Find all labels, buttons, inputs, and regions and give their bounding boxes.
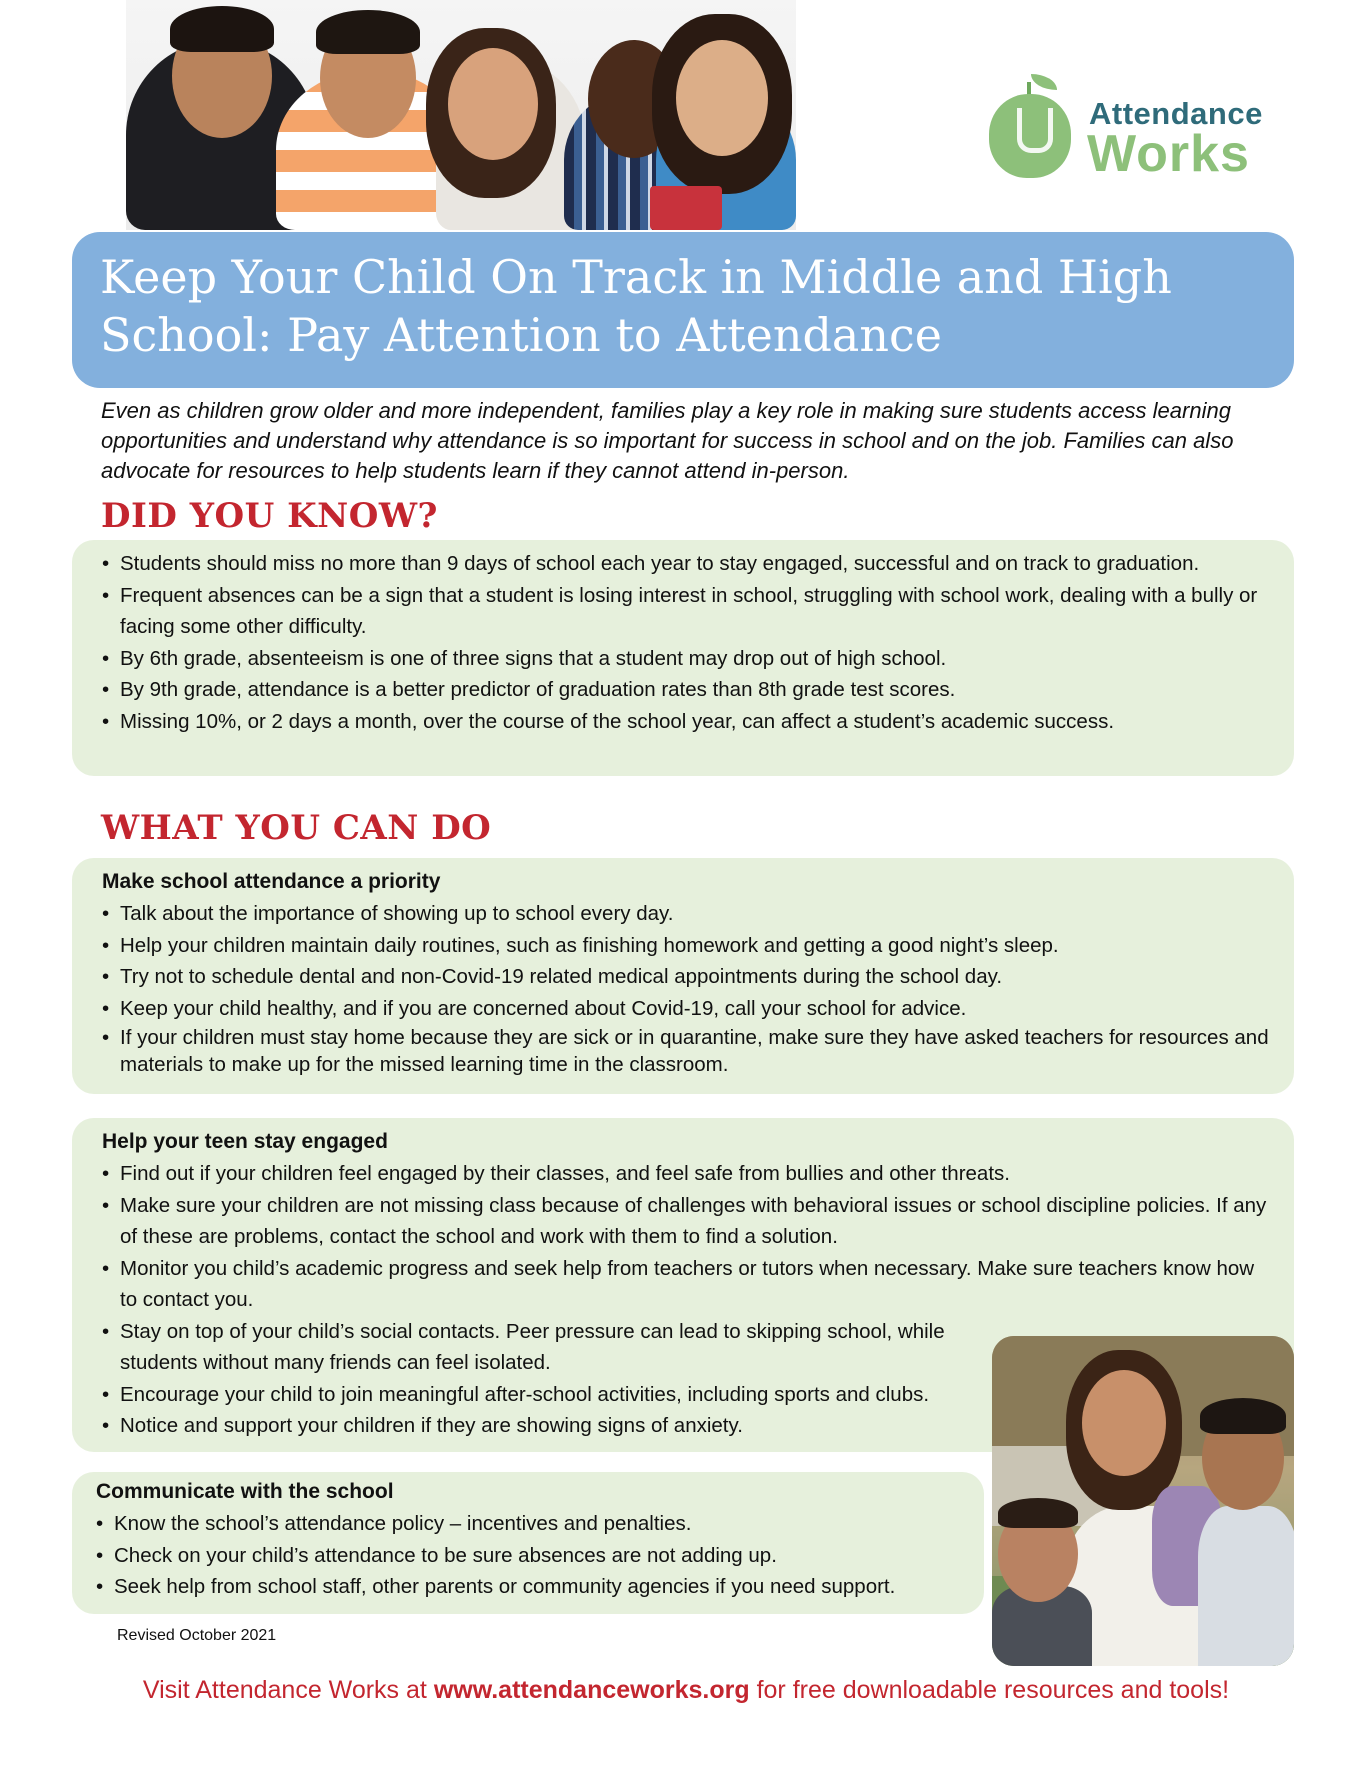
page-title: Keep Your Child On Track in Middle and High School: Pay Attention to Attendance [100, 250, 1172, 362]
attendance-works-logo [985, 70, 1285, 190]
priority-list [100, 898, 1290, 1078]
revised-date: Revised October 2021 [117, 1627, 277, 1644]
list-item: • Talk about the importance of showing up to school every day. [100, 898, 1290, 930]
list-item: • Seek help from school staff, other parents or community agencies if you need support. [94, 1571, 974, 1603]
list-item: • By 9th grade, attendance is a better predictor of graduation rates than 8th grade test scores. [100, 674, 1280, 706]
priority-title: Make school attendance a priority [102, 870, 441, 893]
list-item: • Stay on top of your child’s social contacts. Peer pressure can lead to skipping school, while students without many friends can feel isolated. [100, 1316, 960, 1379]
list-item: • Know the school’s attendance policy – incentives and penalties. [94, 1508, 974, 1540]
logo-text-attendance: Attendance [1089, 96, 1263, 131]
list-item: • If your children must stay home because they are sick or in quarantine, make sure they have asked teachers for resources and materials to make up for the missed learning time in the classroom. [100, 1024, 1290, 1078]
list-item: • By 6th grade, absenteeism is one of three signs that a student may drop out of high school. [100, 643, 1280, 675]
engaged-title: Help your teen stay engaged [102, 1130, 388, 1153]
apple-hand-icon [989, 94, 1071, 178]
list-item: • Students should miss no more than 9 days of school each year to stay engaged, successful and on track to graduation. [100, 548, 1280, 580]
footer-text-after: for free downloadable resources and tools! [749, 1676, 1230, 1704]
list-item: • Make sure your children are not missing class because of challenges with behavioral issues or school discipline policies. If any of these are problems, contact the school and work with them to find a solution. [100, 1190, 1270, 1253]
leaf-icon [1031, 74, 1057, 90]
logo-text-works: Works [1087, 125, 1250, 183]
what-you-can-do-heading: WHAT YOU CAN DO [101, 808, 492, 848]
list-item: • Help your children maintain daily routines, such as finishing homework and getting a good night’s sleep. [100, 930, 1290, 962]
did-you-know-heading: DID YOU KNOW? [101, 496, 438, 536]
list-item: • Notice and support your children if they are showing signs of anxiety. [100, 1410, 1270, 1442]
list-item: • Keep your child healthy, and if you are concerned about Covid-19, call your school for advice. [100, 993, 1290, 1025]
did-you-know-list [100, 548, 1280, 737]
intro-paragraph: Even as children grow older and more independent, families play a key role in making sure students access learning opportunities and understand why attendance is so important for success in school and on the job. Families can also advocate for resources to help students learn if they cannot attend in-person. [101, 398, 1234, 483]
title-banner [72, 232, 1294, 388]
list-item: • Check on your child’s attendance to be sure absences are not adding up. [94, 1540, 974, 1572]
list-item: • Find out if your children feel engaged by their classes, and feel safe from bullies and other threats. [100, 1158, 1270, 1190]
students-photo [126, 0, 796, 230]
kids-with-backpacks-photo [992, 1336, 1294, 1666]
communicate-list [94, 1508, 974, 1603]
footer-text [0, 1676, 1372, 1705]
communicate-panel [72, 1472, 984, 1614]
priority-panel [72, 858, 1294, 1094]
footer-text-before: Visit Attendance Works at [142, 1676, 434, 1704]
list-item: • Try not to schedule dental and non-Covid-19 related medical appointments during the school day. [100, 961, 1290, 993]
list-item: • Encourage your child to join meaningful after-school activities, including sports and clubs. [100, 1379, 1270, 1411]
list-item: • Missing 10%, or 2 days a month, over the course of the school year, can affect a student’s academic success. [100, 706, 1280, 738]
communicate-title: Communicate with the school [96, 1480, 394, 1503]
did-you-know-panel [72, 540, 1294, 776]
footer-url-link[interactable]: www.attendanceworks.org [433, 1676, 750, 1704]
list-item: • Frequent absences can be a sign that a student is losing interest in school, struggling with school work, dealing with a bully or facing some other difficulty. [100, 580, 1280, 643]
list-item: • Monitor you child’s academic progress and seek help from teachers or tutors when necessary. Make sure teachers know how to contact you. [100, 1253, 1270, 1316]
